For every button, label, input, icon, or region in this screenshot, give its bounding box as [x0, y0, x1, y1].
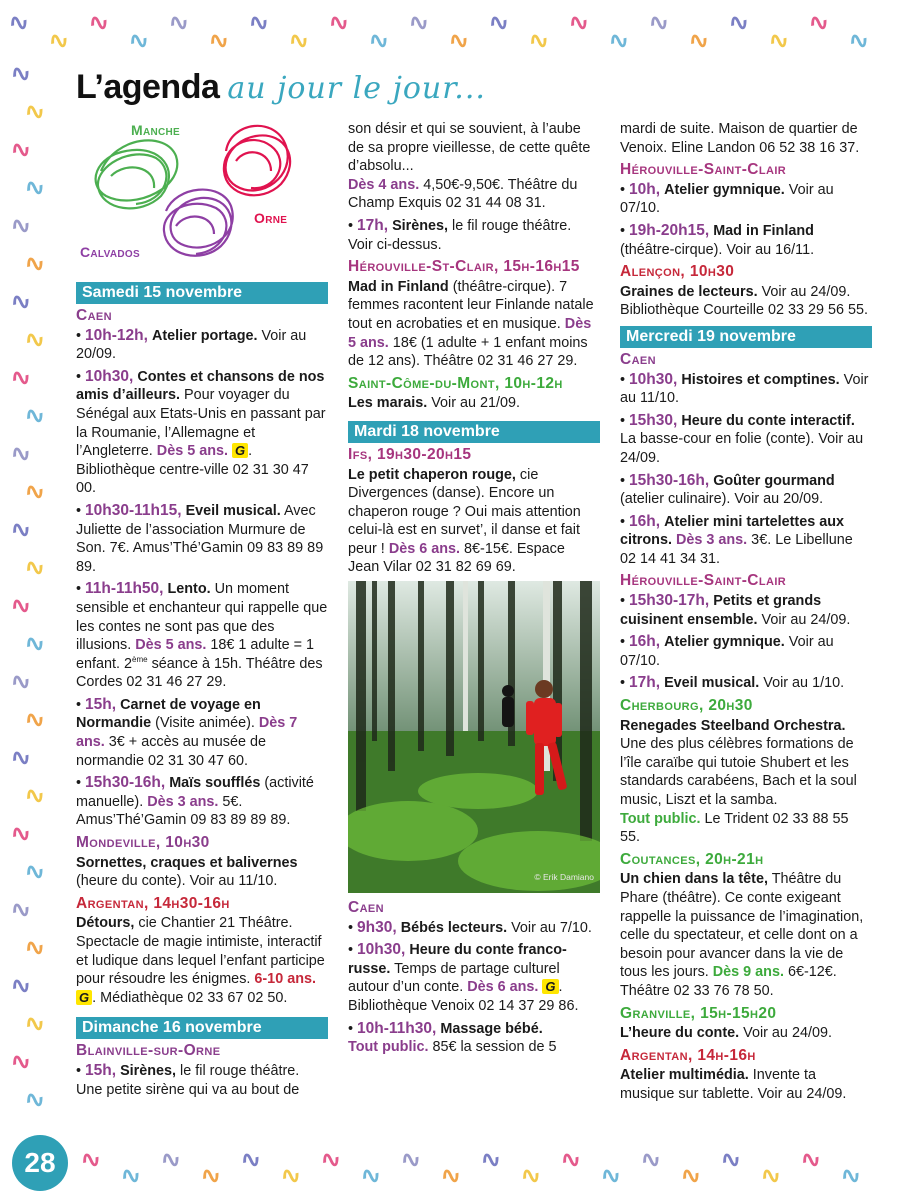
page-number: 28: [12, 1135, 68, 1191]
decorative-curl: ∿: [437, 1159, 465, 1193]
decorative-border-top: [0, 0, 903, 60]
event-entry: Les marais. Voir au 21/09.: [348, 395, 521, 412]
decorative-curl: ∿: [21, 703, 49, 737]
decorative-curl: ∿: [7, 285, 35, 319]
column-2: [348, 120, 600, 1061]
event-entry: • 17h, Sirènes, le fil rouge théâtre. Voir ci-dessus.: [348, 216, 572, 253]
decorative-curl: ∿: [525, 24, 553, 58]
event-entry: Mad in Finland (théâtre-cirque). 7 femmes racontent leur Finlande natale tout en acrobaties et en musique. Dès 5 ans. 18€ (1 adulte + 1 enfant moins de 12 ans). Théâtre 02 31 46 27 29.: [348, 278, 594, 370]
place-heading: Caen: [76, 307, 113, 324]
decorative-curl: ∿: [117, 1159, 145, 1193]
event-entry: • 10h30, Contes et chansons de nos amis d’ailleurs. Pour voyager du Sénégal aux Etats-Unis en passant par la Roumanie, l’Allemagne et l’Angleterre. Dès 5 ans. G . Bibliothèque centre-ville 02 31 30 47 00.: [76, 367, 326, 497]
decorative-curl: ∿: [405, 6, 433, 40]
decorative-curl: ∿: [85, 6, 113, 40]
decorative-curl: ∿: [77, 1143, 105, 1177]
decorative-curl: ∿: [21, 627, 49, 661]
decorative-curl: ∿: [5, 6, 33, 40]
forest-photo: [348, 581, 600, 893]
place-heading: Hérouville-Saint-Clair: [620, 572, 787, 590]
event-entry: • 10h-11h30, Massage bébé. Tout public. 85€ la session de 5: [348, 1019, 557, 1056]
event-entry: Renegades Steelband Orchestra. Une des plus célèbres formations de l’île caraïbe qui tutoie Shubert et les standards carabéens, Bach et la soul music, Liszt et la samba. Tout public. Le Trident 02 33 88 55 55.: [620, 717, 857, 846]
event-continuation: son désir et qui se souvient, à l’aube de sa propre vieillesse, de cette quête d’absolu... Dès 4 ans. 4,50€-9,50€. Théâtre du Champ Exquis 02 31 44 08 31.: [348, 121, 591, 212]
decorative-curl: ∿: [837, 1159, 865, 1193]
decorative-curl: ∿: [197, 1159, 225, 1193]
decorative-curl: ∿: [637, 1143, 665, 1177]
photo-illustration: [348, 581, 600, 893]
decorative-curl: ∿: [317, 1143, 345, 1177]
decorative-curl: ∿: [245, 6, 273, 40]
day-header: Dimanche 16 novembre: [76, 1017, 328, 1039]
event-entry: • 9h30, Bébés lecteurs. Voir au 7/10.: [348, 918, 592, 936]
decorative-curl: ∿: [397, 1143, 425, 1177]
decorative-curl: ∿: [277, 1159, 305, 1193]
place-heading: Mondeville, 10h30: [76, 834, 210, 852]
day-header: Mercredi 19 novembre: [620, 326, 872, 348]
decorative-curl: ∿: [685, 24, 713, 58]
title-script: au jour le jour...: [227, 71, 486, 106]
decorative-curl: ∿: [165, 6, 193, 40]
place-heading: Cherbourg, 20h30: [620, 697, 753, 715]
decorative-curl: ∿: [285, 24, 313, 58]
day-header: Samedi 15 novembre: [76, 282, 328, 304]
event-entry: Sornettes, craques et balivernes (heure du conte). Voir au 11/10.: [76, 854, 298, 890]
event-entry: • 16h, Atelier mini tartelettes aux citrons. Dès 3 ans. 3€. Le Libellune 02 14 41 34 31.: [620, 512, 853, 567]
place-heading: Argentan, 14h-16h: [620, 1046, 756, 1064]
orne-scribble: [224, 126, 290, 195]
decorative-curl: ∿: [725, 6, 753, 40]
photo-credit: © Erik Damiano: [534, 872, 594, 883]
decorative-curl: ∿: [237, 1143, 265, 1177]
event-entry: • 15h30-17h, Petits et grands cuisinent ensemble. Voir au 24/09.: [620, 592, 851, 628]
decorative-curl: ∿: [645, 6, 673, 40]
decorative-border-bottom: [0, 1135, 903, 1196]
place-heading: Granville, 15h-15h20: [620, 1004, 777, 1022]
place-heading: Caen: [620, 350, 657, 368]
decorative-curl: ∿: [605, 24, 633, 58]
event-entry: • 19h-20h15, Mad in Finland (théâtre-cirque). Voir au 16/11.: [620, 221, 815, 258]
decorative-curl: ∿: [565, 6, 593, 40]
decorative-curl: ∿: [21, 779, 49, 813]
decorative-curl: ∿: [7, 665, 35, 699]
decorative-curl: ∿: [7, 817, 35, 851]
event-entry: Atelier multimédia. Invente ta musique sur tablette. Voir au 24/09.: [620, 1067, 847, 1102]
decorative-curl: ∿: [517, 1159, 545, 1193]
decorative-curl: ∿: [21, 323, 49, 357]
place-heading: Caen: [348, 899, 385, 917]
manche-scribble: [96, 140, 178, 208]
event-entry: • 10h-12h, Atelier portage. Voir au 20/09.: [76, 326, 307, 363]
decorative-curl: ∿: [21, 551, 49, 585]
title-main: L’agenda: [76, 68, 220, 106]
decorative-curl: ∿: [21, 475, 49, 509]
free-badge: G: [542, 979, 558, 994]
free-badge: G: [232, 443, 248, 458]
free-badge: G: [76, 990, 92, 1005]
decorative-curl: ∿: [485, 6, 513, 40]
region-map: [76, 116, 326, 266]
decorative-curl: ∿: [797, 1143, 825, 1177]
decorative-curl: ∿: [125, 24, 153, 58]
place-heading: Hérouville-Saint-Clair: [620, 161, 787, 179]
event-entry: • 10h30, Heure du conte franco-russe. Temps de partage culturel autour d’un conte. Dès 6 ans. G . Bibliothèque Venoix 02 14 37 29 86.: [348, 941, 579, 1015]
decorative-curl: ∿: [365, 24, 393, 58]
place-heading: Argentan, 14h30-16h: [76, 894, 230, 912]
day-header: Mardi 18 novembre: [348, 421, 600, 443]
decorative-curl: ∿: [7, 741, 35, 775]
place-heading: Saint-Côme-du-Mont, 10h-12h: [348, 374, 563, 392]
decorative-curl: ∿: [477, 1143, 505, 1177]
decorative-curl: ∿: [21, 95, 49, 129]
decorative-curl: ∿: [7, 1045, 35, 1079]
event-entry: • 15h, Carnet de voyage en Normandie (Visite animée). Dès 7 ans. 3€ + accès au musée de normandie 02 31 30 47 60.: [76, 695, 298, 769]
decorative-curl: ∿: [7, 893, 35, 927]
event-entry: • 10h30-11h15, Eveil musical. Avec Juliette de l’association Murmure de Son. 7€. Amus’Thé’Gamin 09 83 89 89 89.: [76, 501, 324, 575]
event-entry: • 10h30, Histoires et comptines. Voir au 11/10.: [620, 370, 869, 407]
decorative-curl: ∿: [445, 24, 473, 58]
label-orne: Orne: [254, 210, 288, 226]
event-entry: Détours, cie Chantier 21 Théâtre. Spectacle de magie intimiste, interactif et ludique dans lequel l’enfant participe pour résoudre les énigmes. 6-10 ans. G . Médiathèque 02 33 67 02 50.: [76, 915, 325, 1006]
page-title: [76, 68, 486, 108]
decorative-curl: ∿: [7, 969, 35, 1003]
event-entry: • 11h-11h50, Lento. Un moment sensible et enchanteur qui rappelle que les contes ne sont pas que des illusions. Dès 5 ans. 18€ 1 adulte = 1 enfant. 2ème séance à 15h. Théâtre des Cordes 02 31 46 27 29.: [76, 580, 328, 691]
event-entry: Un chien dans la tête, Théâtre du Phare (théâtre). Ce conte exigeant rappelle la puissance de l’imagination, celle du spectateur, et celle dont on a besoin pour avancer dans la vie de tous les jours. Dès 9 ans. 6€-12€. Théâtre 02 33 76 78 50.: [620, 871, 864, 999]
label-manche: Manche: [131, 122, 181, 138]
place-heading: Ifs, 19h30-20h15: [348, 445, 472, 463]
column-3: [620, 120, 872, 1108]
column-1: [76, 282, 328, 1103]
decorative-curl: ∿: [805, 6, 833, 40]
event-entry: • 17h, Eveil musical. Voir au 1/10.: [620, 674, 845, 692]
decorative-curl: ∿: [717, 1143, 745, 1177]
decorative-curl: ∿: [205, 24, 233, 58]
decorative-curl: ∿: [21, 171, 49, 205]
event-entry: Graines de lecteurs. Voir au 24/09. Bibliothèque Courteille 02 33 29 56 55.: [620, 283, 869, 319]
calvados-scribble: [164, 190, 233, 256]
decorative-curl: ∿: [597, 1159, 625, 1193]
event-entry: Le petit chaperon rouge, cie Divergences (danse). Encore un chaperon rouge ? Oui mais attention celui-là est en survet’, il danse et fait peur ! Dès 6 ans. 8€-15€. Espace Jean Vilar 02 31 82 69 69.: [348, 466, 581, 576]
decorative-curl: ∿: [21, 399, 49, 433]
decorative-curl: ∿: [7, 361, 35, 395]
decorative-curl: ∿: [21, 1007, 49, 1041]
decorative-curl: ∿: [7, 437, 35, 471]
decorative-border-left: [0, 55, 60, 1145]
event-entry: • 15h30, Heure du conte interactif. La basse-cour en folie (conte). Voir au 24/09.: [620, 411, 864, 466]
decorative-curl: ∿: [21, 855, 49, 889]
decorative-curl: ∿: [757, 1159, 785, 1193]
decorative-curl: ∿: [7, 57, 35, 91]
event-entry: • 16h, Atelier gymnique. Voir au 07/10.: [620, 633, 834, 669]
decorative-curl: ∿: [21, 247, 49, 281]
place-heading: Blainville-sur-Orne: [76, 1042, 221, 1060]
place-heading: Coutances, 20h-21h: [620, 850, 764, 868]
decorative-curl: ∿: [21, 1083, 49, 1117]
decorative-curl: ∿: [357, 1159, 385, 1193]
label-calvados: Calvados: [80, 244, 140, 260]
decorative-curl: ∿: [7, 513, 35, 547]
decorative-curl: ∿: [157, 1143, 185, 1177]
place-heading: Alençon, 10h30: [620, 263, 735, 281]
decorative-curl: ∿: [845, 24, 873, 58]
decorative-curl: ∿: [7, 589, 35, 623]
decorative-curl: ∿: [325, 6, 353, 40]
decorative-curl: ∿: [677, 1159, 705, 1193]
decorative-curl: ∿: [7, 209, 35, 243]
event-entry: • 15h30-16h, Maïs soufflés (activité manuelle). Dès 3 ans. 5€. Amus’Thé’Gamin 09 83 89 89 89.: [76, 774, 314, 829]
event-continuation: mardi de suite. Maison de quartier de Venoix. Eline Landon 06 52 38 16 37.: [620, 121, 860, 156]
decorative-curl: ∿: [7, 133, 35, 167]
event-entry: • 15h30-16h, Goûter gourmand (atelier culinaire). Voir au 20/09.: [620, 471, 835, 508]
decorative-curl: ∿: [765, 24, 793, 58]
decorative-curl: ∿: [45, 24, 73, 58]
event-entry: L’heure du conte. Voir au 24/09.: [620, 1025, 832, 1042]
decorative-curl: ∿: [557, 1143, 585, 1177]
event-entry: • 10h, Atelier gymnique. Voir au 07/10.: [620, 180, 834, 217]
decorative-curl: ∿: [21, 931, 49, 965]
event-entry: • 15h, Sirènes, le fil rouge théâtre. Une petite sirène qui va au bout de: [76, 1061, 300, 1098]
place-heading: Hérouville-St-Clair, 15h-16h15: [348, 258, 580, 276]
